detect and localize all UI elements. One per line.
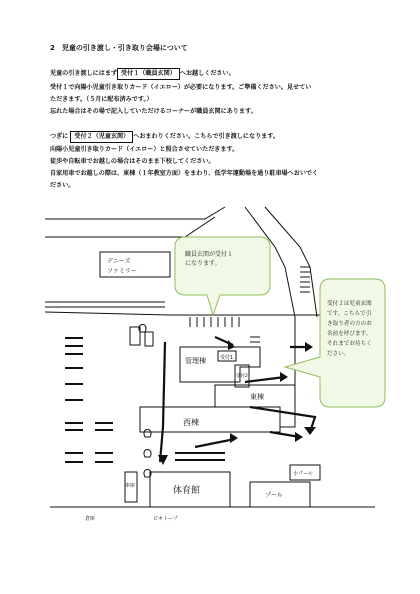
instruction-line-2: 受付１で向陽小児童引き取りカード（イエロー）が必要になります。ご準備ください。見せてい [50,84,312,91]
callout-reception1 [175,237,270,315]
reception2-box: 受付２（児童玄関） [70,131,133,143]
gym-label: 体育館 [173,486,201,496]
line5-post: へおまわりください。こちらで引き渡しになります。 [133,133,279,140]
reception1-label: 受付1 [220,355,234,361]
section-heading: 2 児童の引き渡し・引き取り会場について [50,44,188,52]
callout1-text [185,250,233,268]
callout1-line-2: になります。 [185,260,221,267]
callout2-line-2: です。こちらで引 [327,311,372,317]
line1-post: へお越しください。 [179,70,235,77]
small-pool-label: 小プール [293,471,313,477]
west-building [140,407,280,432]
west-building-label: 西棟 [183,418,199,427]
east-building [215,385,295,427]
route-arrows [160,337,315,462]
callout2-line-6: ださい。 [327,351,350,357]
admin-building-label: 管理棟 [185,357,206,365]
instruction-line-3: ただきます。（５月に配布済みです。） [50,96,153,103]
reception2-label: 受付2 [236,374,248,379]
instruction-line-9: ださい。 [50,182,75,189]
callout1-line-1: 職員玄関が受付１ [185,251,234,258]
east-building-label: 東棟 [250,393,264,401]
road-top [45,207,225,219]
callout2-line-5: それまでお待ちく [327,341,372,347]
instruction-line-6: 向陽小児童引き取りカード（イエロー）と照合させていただきます。 [50,146,239,153]
callout2-line-1: 受付２は児童玄関 [327,301,372,307]
biotope-label: ビオトープ [153,516,178,522]
store-label-2: ファミリー [107,268,137,275]
pool-label: プール [265,492,283,499]
instruction-line-4: 忘れた場合はその場で記入していただけるコーナーが職員玄関にあります。 [50,108,257,115]
storage-label: 倉庫 [85,516,96,522]
line1-pre: 児童の引き渡しにはまず [50,70,118,77]
instruction-line-5 [50,131,279,143]
store-label: デニーズ [107,258,131,265]
callout2-line-3: き取り者の方のお [327,321,372,327]
tree-rows [65,337,225,463]
reception1-box: 受付１（職員玄関） [117,68,180,80]
instruction-line-1 [50,68,235,80]
instruction-line-7: 徒歩や自転車でお越しの場合はそのまま下校してください。 [50,158,215,165]
callout2-line-4: 名前を呼びます。 [327,331,372,337]
school-map [45,207,380,530]
callout2-text [327,299,372,359]
line5-pre: つぎに [50,133,69,140]
instruction-line-8: 自家用車でお越しの際は、東棟（１年教室方面）をまわり、低学年運動場を通り駐車場へおいでく [50,170,319,177]
garage-label: 車庫 [125,483,136,489]
